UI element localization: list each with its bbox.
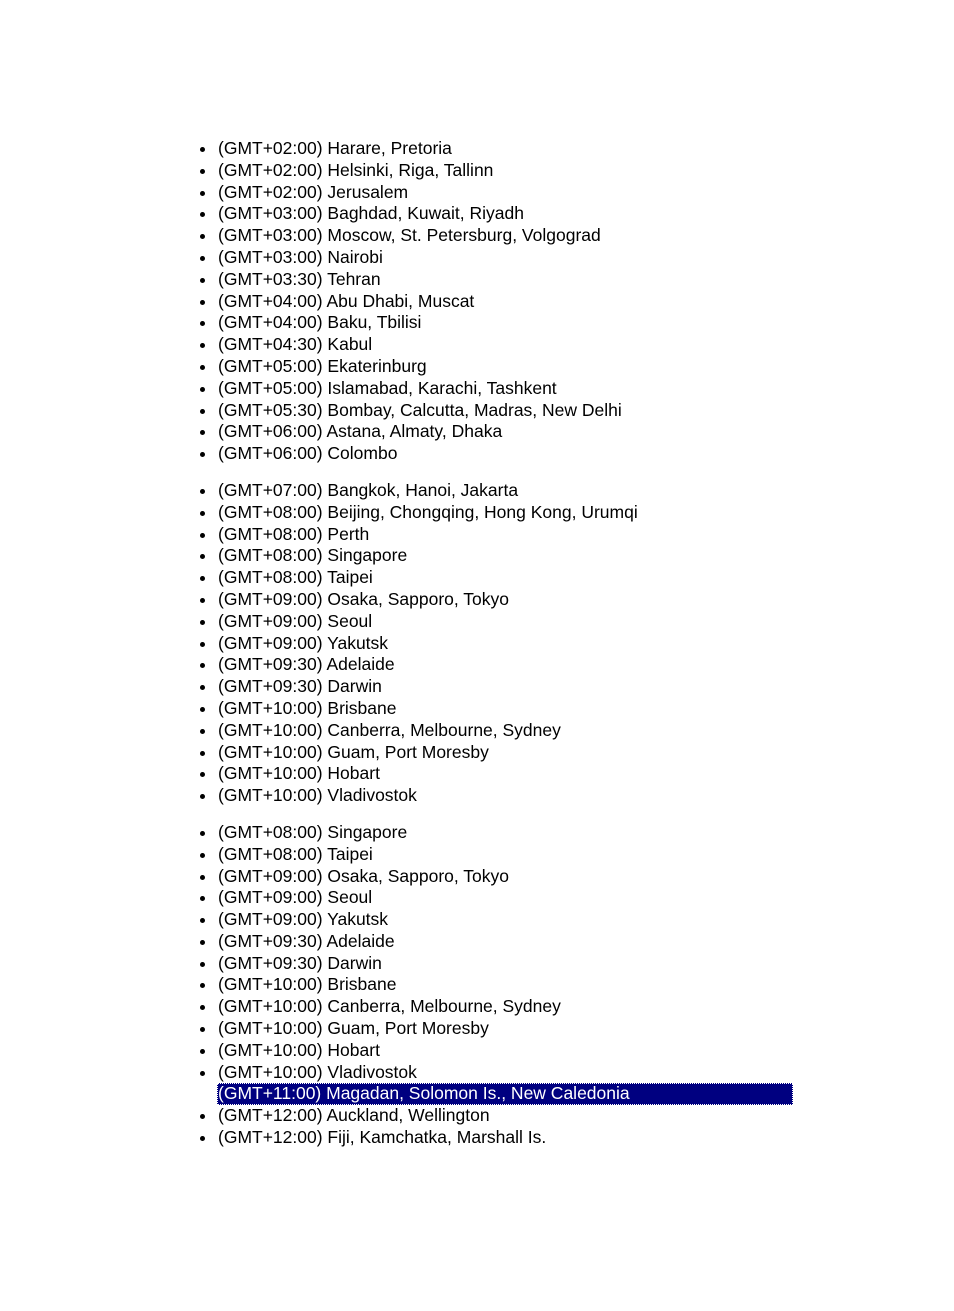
timezone-item[interactable]: • (GMT+08:00) Beijing, Chongqing, Hong Kong, Urumqi	[217, 502, 793, 524]
timezone-item[interactable]: • (GMT+09:00) Seoul	[217, 611, 793, 633]
timezone-item[interactable]: • (GMT+09:00) Osaka, Sapporo, Tokyo	[217, 866, 793, 888]
timezone-item[interactable]: • (GMT+10:00) Hobart	[217, 763, 793, 785]
timezone-item[interactable]: • (GMT+04:00) Abu Dhabi, Muscat	[217, 291, 793, 313]
timezone-item[interactable]: • (GMT+03:00) Nairobi	[217, 247, 793, 269]
timezone-item[interactable]: • (GMT+09:00) Yakutsk	[217, 633, 793, 655]
timezone-list[interactable]	[217, 138, 793, 1149]
timezone-item[interactable]: • (GMT+09:00) Osaka, Sapporo, Tokyo	[217, 589, 793, 611]
timezone-item[interactable]: • (GMT+09:30) Darwin	[217, 676, 793, 698]
timezone-item[interactable]: • (GMT+10:00) Brisbane	[217, 974, 793, 996]
timezone-item[interactable]: • (GMT+12:00) Auckland, Wellington	[217, 1105, 793, 1127]
timezone-item[interactable]: • (GMT+02:00) Harare, Pretoria	[217, 138, 793, 160]
timezone-item[interactable]: • (GMT+06:00) Astana, Almaty, Dhaka	[217, 421, 793, 443]
timezone-item[interactable]: • (GMT+10:00) Guam, Port Moresby	[217, 1018, 793, 1040]
timezone-item[interactable]: • (GMT+09:30) Darwin	[217, 953, 793, 975]
timezone-item[interactable]: • (GMT+02:00) Helsinki, Riga, Tallinn	[217, 160, 793, 182]
timezone-item[interactable]: • (GMT+02:00) Jerusalem	[217, 182, 793, 204]
timezone-item[interactable]: • (GMT+09:30) Adelaide	[217, 654, 793, 676]
timezone-item[interactable]: • (GMT+09:00) Yakutsk	[217, 909, 793, 931]
timezone-group-1	[217, 138, 793, 465]
timezone-item[interactable]: • (GMT+10:00) Canberra, Melbourne, Sydney	[217, 720, 793, 742]
timezone-item[interactable]: • (GMT+10:00) Vladivostok	[217, 785, 793, 807]
timezone-item[interactable]: • (GMT+10:00) Hobart	[217, 1040, 793, 1062]
timezone-item-selected[interactable]: • (GMT+11:00) Magadan, Solomon Is., New Caledonia	[217, 1083, 793, 1105]
timezone-item[interactable]: • (GMT+10:00) Vladivostok	[217, 1062, 793, 1084]
timezone-item[interactable]: • (GMT+05:00) Islamabad, Karachi, Tashkent	[217, 378, 793, 400]
timezone-item[interactable]: • (GMT+05:00) Ekaterinburg	[217, 356, 793, 378]
timezone-item[interactable]: • (GMT+03:00) Moscow, St. Petersburg, Volgograd	[217, 225, 793, 247]
timezone-item[interactable]: • (GMT+04:00) Baku, Tbilisi	[217, 312, 793, 334]
timezone-item[interactable]: • (GMT+06:00) Colombo	[217, 443, 793, 465]
timezone-item[interactable]: • (GMT+09:00) Seoul	[217, 887, 793, 909]
timezone-item[interactable]: • (GMT+08:00) Taipei	[217, 844, 793, 866]
timezone-group-3	[217, 822, 793, 1149]
timezone-item[interactable]: • (GMT+08:00) Singapore	[217, 822, 793, 844]
timezone-item[interactable]: • (GMT+03:30) Tehran	[217, 269, 793, 291]
timezone-item[interactable]: • (GMT+07:00) Bangkok, Hanoi, Jakarta	[217, 480, 793, 502]
timezone-item[interactable]: • (GMT+09:30) Adelaide	[217, 931, 793, 953]
timezone-item[interactable]: • (GMT+10:00) Brisbane	[217, 698, 793, 720]
timezone-item[interactable]: • (GMT+03:00) Baghdad, Kuwait, Riyadh	[217, 203, 793, 225]
timezone-item[interactable]: • (GMT+08:00) Taipei	[217, 567, 793, 589]
timezone-item[interactable]: • (GMT+10:00) Canberra, Melbourne, Sydney	[217, 996, 793, 1018]
timezone-item[interactable]: • (GMT+05:30) Bombay, Calcutta, Madras, New Delhi	[217, 400, 793, 422]
timezone-item[interactable]: • (GMT+08:00) Singapore	[217, 545, 793, 567]
timezone-item[interactable]: • (GMT+10:00) Guam, Port Moresby	[217, 742, 793, 764]
timezone-item[interactable]: • (GMT+12:00) Fiji, Kamchatka, Marshall Is.	[217, 1127, 793, 1149]
timezone-item[interactable]: • (GMT+04:30) Kabul	[217, 334, 793, 356]
timezone-item[interactable]: • (GMT+08:00) Perth	[217, 524, 793, 546]
timezone-group-2	[217, 480, 793, 807]
